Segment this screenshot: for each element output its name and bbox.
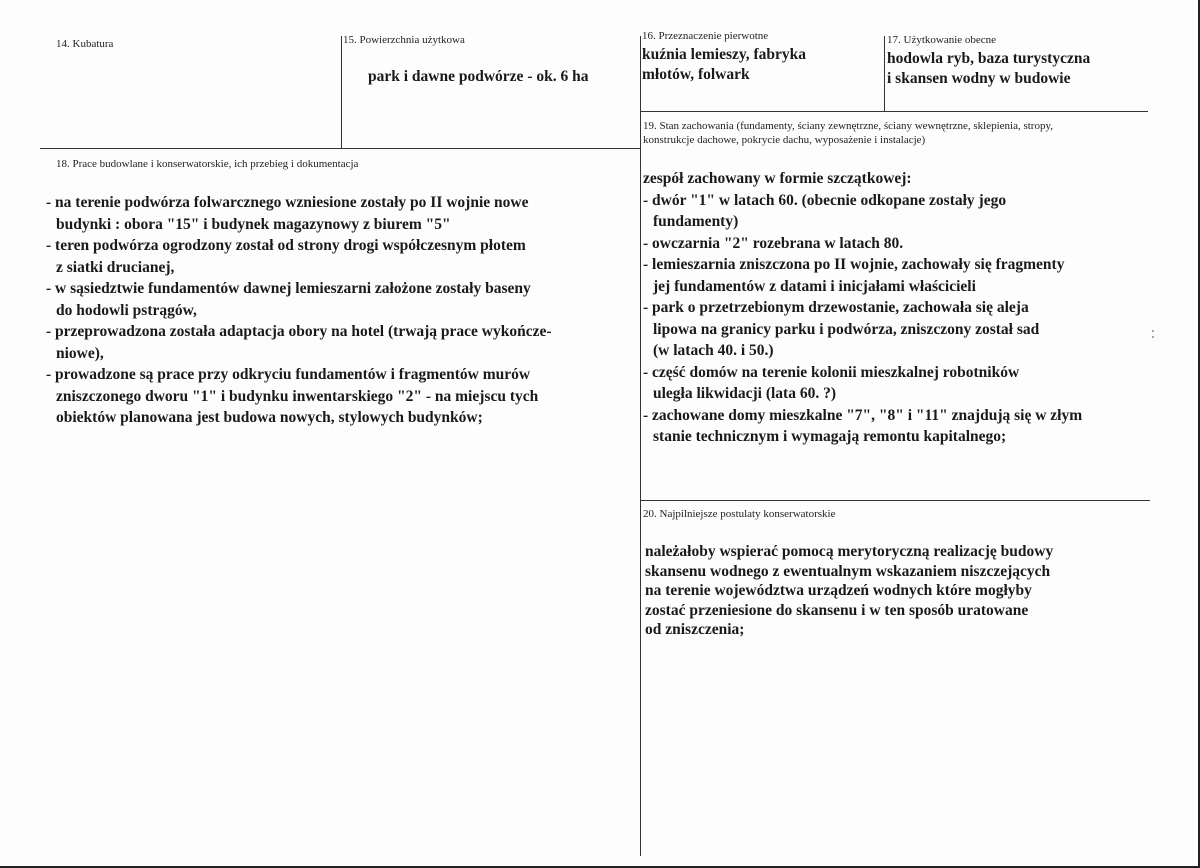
scan-speck xyxy=(1152,336,1154,338)
paragraph-line: skansenu wodnego z ewentualnym wskazaniem niszczejących xyxy=(645,562,1051,580)
divider-h-19-20 xyxy=(640,500,1150,501)
list-item xyxy=(46,192,552,235)
field-16-label: 16. Przeznaczenie pierwotne xyxy=(642,30,769,42)
list-item-continuation: stanie technicznym i wymagają remontu kapitalnego; xyxy=(653,428,1007,445)
list-item-continuation: z siatki drucianej, xyxy=(56,258,175,276)
field-20-text xyxy=(645,542,1053,640)
scan-speck xyxy=(1152,330,1154,332)
field-19-label-line-1: 19. Stan zachowania (fundamenty, ściany zewnętrzne, ściany wewnętrzne, sklepienia, stropy, xyxy=(643,120,1054,132)
list-item-text: - zachowane domy mieszkalne "7", "8" i "11" znajdują się w złym xyxy=(643,406,1083,424)
list-item-continuation: uległa likwidacji (lata 60. ?) xyxy=(653,385,836,402)
divider-v-15 xyxy=(341,36,342,149)
list-item xyxy=(643,190,1082,233)
list-item-continuation: lipowa na granicy parku i podwórza, zniszczony został sad xyxy=(653,320,1040,338)
list-item-continuation: budynki : obora "15" i budynek magazynowy z biurem "5" xyxy=(56,215,451,233)
paragraph-line: na terenie województwa urządzeń wodnych które mogłyby xyxy=(645,582,1032,599)
field-17-line-2: i skansen wodny w budowie xyxy=(887,70,1071,87)
field-17-line-1: hodowla ryb, baza turystyczna xyxy=(887,50,1091,67)
list-item xyxy=(643,254,1082,297)
divider-h-left xyxy=(40,148,640,149)
divider-v-16 xyxy=(640,36,641,856)
list-item-text: - park o przetrzebionym drzewostanie, zachowała się aleja xyxy=(643,299,1029,316)
list-item xyxy=(643,233,1082,255)
field-16-line-1: kuźnia lemieszy, fabryka xyxy=(642,46,807,63)
list-item-text: - w sąsiedztwie fundamentów dawnej lemieszarni założone zostały baseny xyxy=(46,280,531,297)
list-intro: zespół zachowany w formie szczątkowej: xyxy=(643,170,912,187)
field-19-label-line-2: konstrukcje dachowe, pokrycie dachu, wyposażenie i instalacje) xyxy=(643,134,926,146)
list-item-text: - dwór "1" w latach 60. (obecnie odkopane zostały jego xyxy=(643,191,1007,209)
list-item-continuation: jej fundamentów z datami i inicjałami właścicieli xyxy=(653,277,976,295)
list-item-continuation: (w latach 40. i 50.) xyxy=(653,342,774,359)
list-item xyxy=(46,278,552,321)
divider-h-top-right xyxy=(640,111,1148,112)
field-19-list xyxy=(643,168,1082,448)
list-item xyxy=(46,321,552,364)
list-item-text: - przeprowadzona została adaptacja obory na hotel (trwają prace wykończe- xyxy=(46,323,552,340)
list-item xyxy=(46,364,552,429)
list-item-text: - na terenie podwórza folwarcznego wzniesione zostały po II wojnie nowe xyxy=(46,194,529,211)
list-item-text: - lemieszarnia zniszczona po II wojnie, zachowały się fragmenty xyxy=(643,256,1065,273)
paragraph-line: zostać przeniesione do skansenu i w ten sposób uratowane xyxy=(645,601,1029,619)
list-item xyxy=(643,405,1082,448)
field-15-label: 15. Powierzchnia użytkowa xyxy=(343,34,465,46)
list-item-text: - owczarnia "2" rozebrana w latach 80. xyxy=(643,234,904,252)
paragraph-line: należałoby wspierać pomocą merytoryczną realizację budowy xyxy=(645,543,1054,560)
field-14-label: 14. Kubatura xyxy=(56,38,114,50)
paragraph-line: od zniszczenia; xyxy=(645,621,745,638)
field-16-line-2: młotów, folwark xyxy=(642,66,750,83)
list-item xyxy=(46,235,552,278)
field-18-label: 18. Prace budowlane i konserwatorskie, ich przebieg i dokumentacja xyxy=(56,158,359,170)
field-15-value: park i dawne podwórze - ok. 6 ha xyxy=(368,68,589,85)
field-17-label: 17. Użytkowanie obecne xyxy=(887,34,997,46)
list-item xyxy=(643,362,1082,405)
list-item-text: - część domów na terenie kolonii mieszkalnej robotników xyxy=(643,363,1020,381)
list-item-continuation: zniszczonego dworu "1" i budynku inwentarskiego "2" - na miejscu tych xyxy=(56,387,539,405)
list-item-text: - teren podwórza ogrodzony został od strony drogi współczesnym płotem xyxy=(46,237,526,254)
divider-v-17 xyxy=(884,36,885,112)
list-item-continuation: niowe), xyxy=(56,344,104,362)
list-item-continuation: obiektów planowana jest budowa nowych, stylowych budynków; xyxy=(56,409,483,426)
list-item-continuation: do hodowli pstrągów, xyxy=(56,301,197,319)
list-item xyxy=(643,297,1082,362)
field-20-label: 20. Najpilniejsze postulaty konserwatorskie xyxy=(643,508,836,520)
list-item-text: - prowadzone są prace przy odkryciu fundamentów i fragmentów murów xyxy=(46,366,531,383)
list-item-continuation: fundamenty) xyxy=(653,213,739,230)
field-18-list xyxy=(46,192,552,429)
